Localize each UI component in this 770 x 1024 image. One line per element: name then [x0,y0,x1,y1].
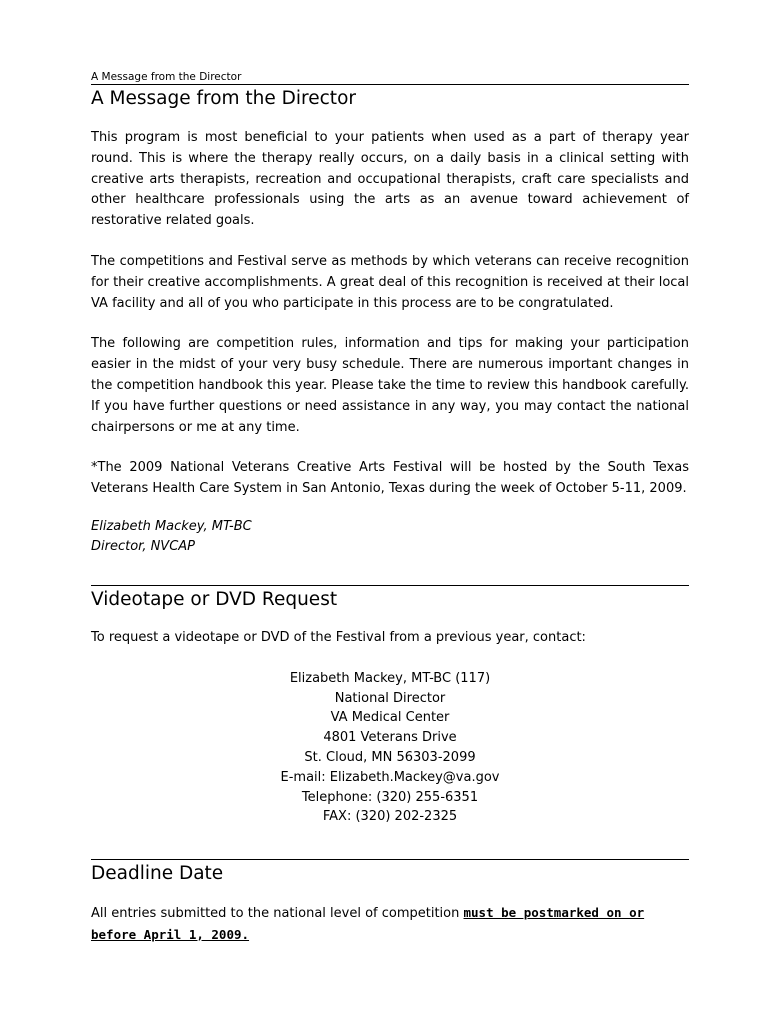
contact-role: National Director [334,690,446,706]
video-request-intro: To request a videotape or DVD of the Festival from a previous year, contact: [91,629,586,645]
contact-email: E-mail: Elizabeth.Mackey@va.gov [280,769,500,785]
director-section-title: A Message from the Director [91,88,356,109]
running-header: A Message from the Director [91,71,242,83]
deadline-text [91,903,689,947]
contact-street: 4801 Veterans Drive [323,730,457,746]
deadline-text-prefix: All entries submitted to the national level of competition [91,906,464,922]
deadline-emphasis: must be postmarked on or before April 1, 2009. [91,905,645,942]
document-page [91,70,689,947]
contact-phone: Telephone: (320) 255-6351 [301,789,479,805]
deadline-section-header [91,859,689,886]
signature-name: Elizabeth Mackey, MT-BC [91,518,252,534]
deadline-section-title: Deadline Date [91,863,224,885]
director-paragraph-4: *The 2009 National Veterans Creative Arts Festival will be hosted by the South Texas Veterans Health Care System in San Antonio, Texas during the week of October 5-11, 2009. [91,460,689,497]
contact-org: VA Medical Center [330,710,450,726]
video-section-title: Videotape or DVD Request [91,588,338,610]
director-paragraph-2: The competitions and Festival serve as methods by which veterans can receive recognition for their creative accomplishments. A great deal of this recognition is received at their local VA facility and all of you who participate in this process are to be congratulated. [91,253,689,311]
contact-fax: FAX: (320) 202-2325 [322,809,458,825]
director-section-header [91,84,689,111]
contact-block [91,669,689,827]
contact-city: St. Cloud, MN 56303-2099 [304,749,476,765]
video-section-header [91,585,689,612]
director-paragraph-1: This program is most beneficial to your patients when used as a part of therapy year round. This is where the therapy really occurs, on a daily basis in a clinical setting with creative arts therapists, recreation and occupational therapists, craft care specialists and other healthcare professionals using the arts as an avenue toward achievement of restorative related goals. [91,130,689,229]
director-paragraph-3: The following are competition rules, information and tips for making your participation easier in the midst of your very busy schedule. There are numerous important changes in the competition handbook this year. Please take the time to review this handbook carefully. If you have further questions or need assistance in any way, you may contact the national chairpersons or me at any time. [91,336,689,435]
contact-name: Elizabeth Mackey, MT-BC (117) [289,670,491,686]
signature-title: Director, NVCAP [91,538,196,554]
